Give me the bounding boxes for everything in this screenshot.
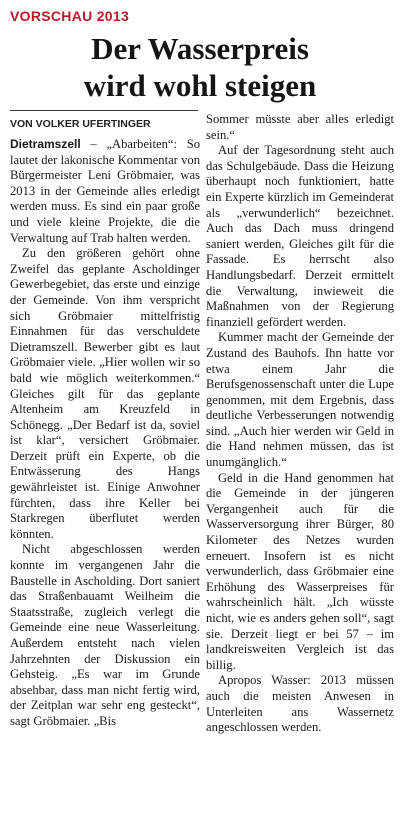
paragraph [10, 137, 200, 246]
paragraph: Auf der Tagesordnung steht auch das Schulgebäude. Dass die Heizung überhaupt noch funktioniert, hatte ein Experte kürzlich im Gemeinderat als „verwunderlich“ bezeichnet. Auch das Dach muss dringend saniert werden, Gleiches gilt für die Fassade. Es herrscht also Handlungsbedarf. Derzeit ermittelt die Verwaltung, inwieweit die Maßnahmen von der Regierung finanziell gefördert werden. [206, 143, 394, 329]
paragraph: Apropos Wasser: 2013 müssen auch die meisten Anwesen in Unterleiten ans Wassernetz angeschlossen werden. [206, 673, 394, 735]
section-kicker: VORSCHAU 2013 [10, 8, 130, 24]
headline-line-2: wird wohl steigen [83, 68, 317, 103]
paragraph: Nicht abgeschlossen werden konnte im vergangenen Jahr die Baustelle in Ascholding. Dort saniert das Straßenbauamt Weilheim die Staatsstraße, zugleich verlegt die Gemeinde eine neue Wasserleitung. Außerdem entsteht nach vielen Jahrzehnten der Diskussion ein Gehsteig. „Es war im Grunde absehbar, dass man nicht fertig wird, der Zeitplan war sehr eng gesteckt“, sagt Gröbmaier. „Bis [10, 542, 200, 728]
dateline: Dietramszell [10, 137, 81, 151]
paragraph-text: – „Abarbeiten“: So lautet der lakonische Kommentar von Bürgermeister Leni Gröbmaier, was 2013 in der Gemeinde alles erledigt werden muss. Es sind ein paar große und viele kleine Projekte, die die Verwaltung auf Trab halten werden. [10, 137, 200, 245]
headline-line-1: Der Wasserpreis [91, 31, 309, 66]
headline [0, 30, 400, 104]
article-column-left [10, 137, 200, 730]
paragraph: Zu den größeren gehört ohne Zweifel das geplante Ascholdinger Gewerbegebiet, das erste und einzige der Gemeinde. Von ihm verspricht sich Gröbmaier mittelfristig Einnahmen für das verschuldete Dietramszell. Bewerber gibt es laut Gröbmaier viele. „Hier wollen wir so bald wie möglich weiterkommen.“ Gleiches gilt für das geplante Altenheim am Kreuzfeld in Schönegg. „Der Bedarf ist da, soviel ist klar“, versichert Gröbmaier. Derzeit prüft ein Experte, ob die Entwässerung des Hangs gewährleistet ist. Einige Anwohner fürchten, dass ihre Keller bei Starkregen überflutet werden könnten. [10, 246, 200, 541]
paragraph: Kummer macht der Gemeinde der Zustand des Bauhofs. Ihn hatte vor etwa einem Jahr die Berufsgenossenschaft unter die Lupe genommen, mit dem Ergebnis, dass deutliche Verbesserungen notwendig sind. „Auch hier werden wir Geld in die Hand nehmen müssen, das ist unumgänglich.“ [206, 330, 394, 470]
byline-rule [10, 110, 198, 111]
byline: VON VOLKER UFERTINGER [10, 118, 151, 130]
paragraph: Geld in die Hand genommen hat die Gemeinde in der jüngeren Vergangenheit auch für die Wasserversorgung ihrer Bürger, 80 Kilometer des Netzes wurden erneuert. Insofern ist es nicht verwunderlich, dass Gröbmaier eine Erhöhung des Wasserpreises für wahrscheinlich hält. „Ich wüsste nicht, wie es anders gehen soll“, sagt sie. Derzeit liegt er bei 57 – im landkreisweiten Vergleich ist das billig. [206, 470, 394, 672]
paragraph: Sommer müsste aber alles erledigt sein.“ [206, 112, 394, 142]
article-column-right [206, 112, 394, 736]
